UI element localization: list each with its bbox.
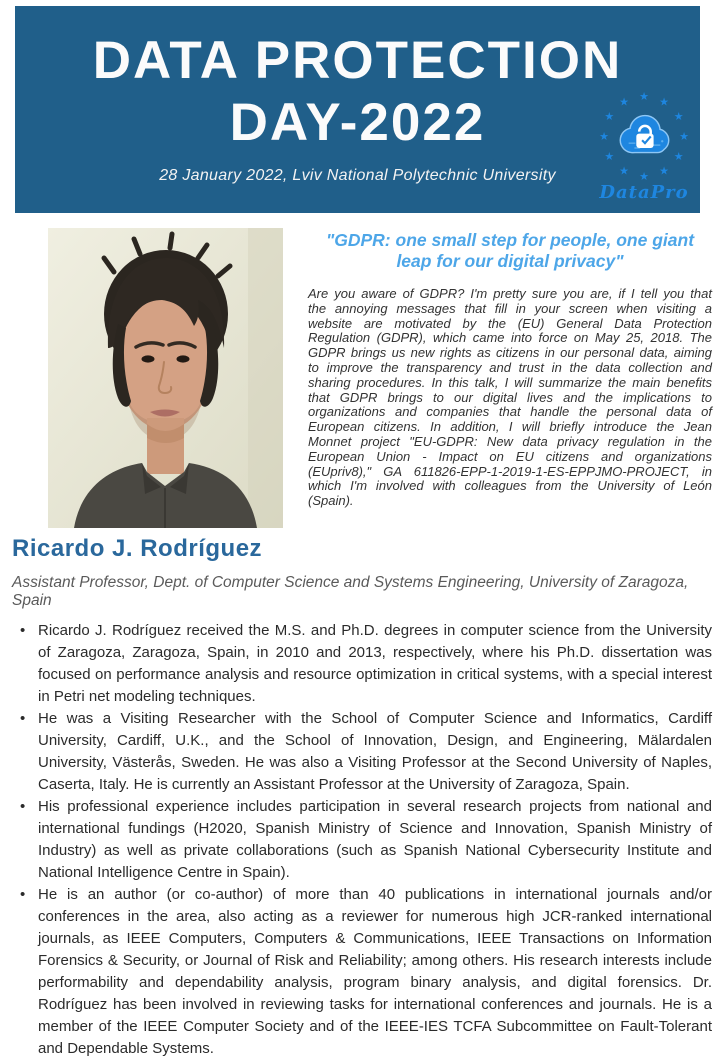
speaker-name: Ricardo J. Rodríguez <box>12 535 263 562</box>
datapro-logo <box>596 91 692 203</box>
datapro-logo-text: DataPro <box>599 182 689 203</box>
talk-quote: "GDPR: one small step for people, one giant leap for our digital privacy" <box>325 230 695 271</box>
star-icon: ★ <box>673 111 684 123</box>
star-icon: ★ <box>679 131 689 143</box>
star-icon: ★ <box>599 131 609 143</box>
speaker-affiliation: Assistant Professor, Dept. of Computer Science and Systems Engineering, University of Zaragoza, Spain <box>12 574 689 609</box>
star-icon: ★ <box>639 171 649 183</box>
cloud-lock-icon <box>613 112 675 165</box>
star-icon: ★ <box>619 165 629 178</box>
star-icon: ★ <box>619 96 629 109</box>
event-title-line2: DAY-2022 <box>229 93 486 152</box>
banner <box>15 6 700 213</box>
star-icon: ★ <box>673 151 684 163</box>
event-title-line1: DATA PROTECTION <box>92 31 623 90</box>
poster-body <box>0 228 724 1060</box>
speaker-bio-list <box>20 620 712 1060</box>
bio-bullet: • He was a Visiting Researcher with the School of Computer Science and Informatics, Cardiff University, Cardiff, U.K., and the School of Innovation, Design, and Engineering, Mälardalen University, Västerås, Sweden. He was also a Visiting Professor at the Second University of Naples, Caserta, Italy. He is currently an Assistant Professor at the University of Zaragoza, Spain. <box>20 708 712 796</box>
bio-bullet: • He is an author (or co-author) of more than 40 publications in international journals and/or conferences in the area, also acting as a reviewer for numerous high JCR-ranked international journals, as IEEE Computers, Computers & Communications, IEEE Transactions on Information Forensics & Security, or Journal of Risk and Reliability; among others. His research interests include performability and dependability analysis, program binary analysis, and digital forensics. Dr. Rodríguez has been involved in reviewing tasks for international conferences and journals. He is a member of the IEEE Computer Society and of the IEEE-IES TCFA Subcommittee on Fault-Tolerant and Dependable Systems. <box>20 884 712 1060</box>
event-date-location: 28 January 2022, Lviv National Polytechnic University <box>159 167 556 184</box>
eu-stars-ring <box>599 91 689 183</box>
bio-bullet: • Ricardo J. Rodríguez received the M.S. and Ph.D. degrees in computer science from the University of Zaragoza, Zaragoza, Spain, in 2010 and 2013, respectively, where his Ph.D. dissertation was focused on performance analysis and resource optimization in critical systems, with a special interest in Petri net modeling techniques. <box>20 620 712 708</box>
star-icon: ★ <box>604 151 615 163</box>
talk-abstract: Are you aware of GDPR? I'm pretty sure you are, if I tell you that the annoying messages that fill in your screen when visiting a website are motivated by the (EU) General Data Protection Regulation (GDPR), which came into force on May 25, 2018. The GDPR brings us new rights as citizens in our personal data, aiming to improve the transparency and trust in the data collection and sharing procedures. In this talk, I will summarize the main benefits that GDPR brings to our digital lives and the implications to organizations and companies that handle the personal data of European citizens. In addition, I will briefly introduce the Jean Monnet project "EU-GDPR: New data privacy regulation in the European Union - Impact on EU citizens and organizations (EUpriv8)," GA 611826-EPP-1-2019-1-ES-EPPJMO-PROJECT, in which I'm involved with colleagues from the University of León (Spain). <box>308 286 712 509</box>
star-icon: ★ <box>639 91 649 103</box>
star-icon: ★ <box>659 96 669 109</box>
speaker-photo <box>48 228 283 528</box>
star-icon: ★ <box>604 111 615 123</box>
talk-column <box>308 228 712 528</box>
top-row <box>48 228 712 528</box>
bio-bullet: • His professional experience includes participation in several research projects from national and international fundings (H2020, Spanish Ministry of Science and Innovation, Spanish Ministry of Industry) as well as private collaborations (such as Spanish National Cybersecurity Institute and National Intelligence Centre in Spain). <box>20 796 712 884</box>
star-icon: ★ <box>659 165 669 178</box>
